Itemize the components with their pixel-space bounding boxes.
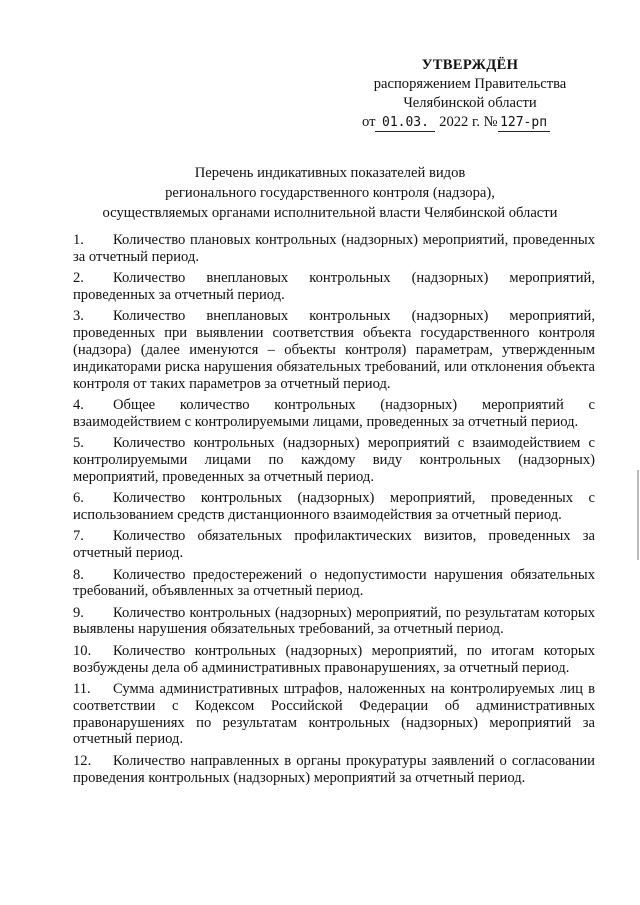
title-line-2: регионального государственного контроля (надзора), bbox=[165, 185, 495, 201]
approval-line-1: распоряжением Правительства bbox=[373, 76, 567, 92]
approval-from-label: от bbox=[362, 114, 376, 130]
item-text: Общее количество контрольных (надзорных) мероприятий с взаимодействием с контролируемыми лицами, проведенных за отчетный период. bbox=[73, 396, 595, 430]
approval-year-label: 2022 г. № bbox=[439, 114, 498, 130]
item-text: Сумма административных штрафов, наложенных на контролируемых лиц в соответствии с Кодексом Российской Федерации об административных правонарушениях по результатам контрольных (надзорных) мероприятий за отчетный период. bbox=[73, 681, 595, 748]
item-text: Количество направленных в органы прокуратуры заявлений о согласовании проведения контрольных (надзорных) мероприятий за отчетный период. bbox=[73, 752, 595, 786]
list-item bbox=[73, 605, 595, 639]
list-item bbox=[73, 643, 595, 677]
list-item bbox=[73, 753, 595, 787]
item-number: 1. bbox=[73, 232, 84, 248]
item-number: 10. bbox=[73, 642, 92, 659]
list-item bbox=[73, 567, 595, 601]
item-text: Количество внеплановых контрольных (надзорных) мероприятий, проведенных за отчетный период. bbox=[73, 270, 595, 303]
item-number: 5. bbox=[73, 435, 84, 452]
item-text: Количество контрольных (надзорных) мероприятий, проведенных с использованием средств дистанционного взаимодействия за отчетный период. bbox=[73, 490, 595, 523]
approval-number: 127-рп bbox=[498, 115, 550, 132]
item-number: 2. bbox=[73, 270, 84, 287]
list-item bbox=[73, 435, 595, 485]
list-item bbox=[73, 681, 595, 748]
list-item bbox=[73, 528, 595, 562]
indicator-list bbox=[73, 232, 595, 791]
list-item bbox=[73, 270, 595, 304]
document-title bbox=[60, 163, 600, 223]
item-number: 3. bbox=[73, 308, 84, 325]
item-number: 8. bbox=[73, 566, 84, 583]
item-number: 11. bbox=[73, 681, 91, 698]
item-number: 12. bbox=[73, 752, 92, 769]
approval-date: 01.03. bbox=[375, 115, 435, 132]
item-text: Количество обязательных профилактических визитов, проведенных за отчетный период. bbox=[73, 528, 595, 562]
item-text: Количество предостережений о недопустимости нарушения обязательных требований, объявленных за отчетный период. bbox=[73, 566, 595, 600]
title-line-3: осуществляемых органами исполнительной власти Челябинской области bbox=[102, 205, 558, 221]
list-item bbox=[73, 308, 595, 392]
item-number: 4. bbox=[73, 396, 84, 413]
item-number: 6. bbox=[73, 490, 84, 507]
title-line-1: Перечень индикативных показателей видов bbox=[194, 165, 466, 181]
item-text: Количество контрольных (надзорных) мероприятий, по итогам которых возбуждены дела об административных правонарушениях, за отчетный период. bbox=[73, 642, 595, 676]
item-text: Количество внеплановых контрольных (надзорных) мероприятий, проведенных при выявлении соответствия объекта государственного контроля (надзора) (далее именуются – объекты контроля) параметрам, утвержденным индикаторами риска нарушения обязательных требований, или отклонения объекта контроля от таких параметров за отчетный период. bbox=[73, 308, 595, 392]
item-number: 7. bbox=[73, 528, 84, 545]
approval-date-line bbox=[362, 113, 590, 132]
list-item bbox=[73, 232, 595, 266]
item-text: Количество плановых контрольных (надзорных) мероприятий, проведенных за отчетный период. bbox=[73, 232, 595, 265]
item-number: 9. bbox=[73, 604, 84, 621]
item-text: Количество контрольных (надзорных) мероприятий, по результатам которых выявлены нарушения обязательных требований, за отчетный период. bbox=[73, 604, 595, 638]
approval-line-2: Челябинской области bbox=[403, 95, 537, 111]
item-text: Количество контрольных (надзорных) мероприятий с взаимодействием с контролируемыми лицами по каждому виду контрольных (надзорных) мероприятий, проведенных за отчетный период. bbox=[73, 435, 595, 485]
list-item bbox=[73, 397, 595, 431]
approval-heading: УТВЕРЖДЁН bbox=[421, 57, 519, 73]
scan-edge-mark bbox=[637, 470, 639, 560]
list-item bbox=[73, 490, 595, 524]
approval-block bbox=[350, 56, 590, 132]
